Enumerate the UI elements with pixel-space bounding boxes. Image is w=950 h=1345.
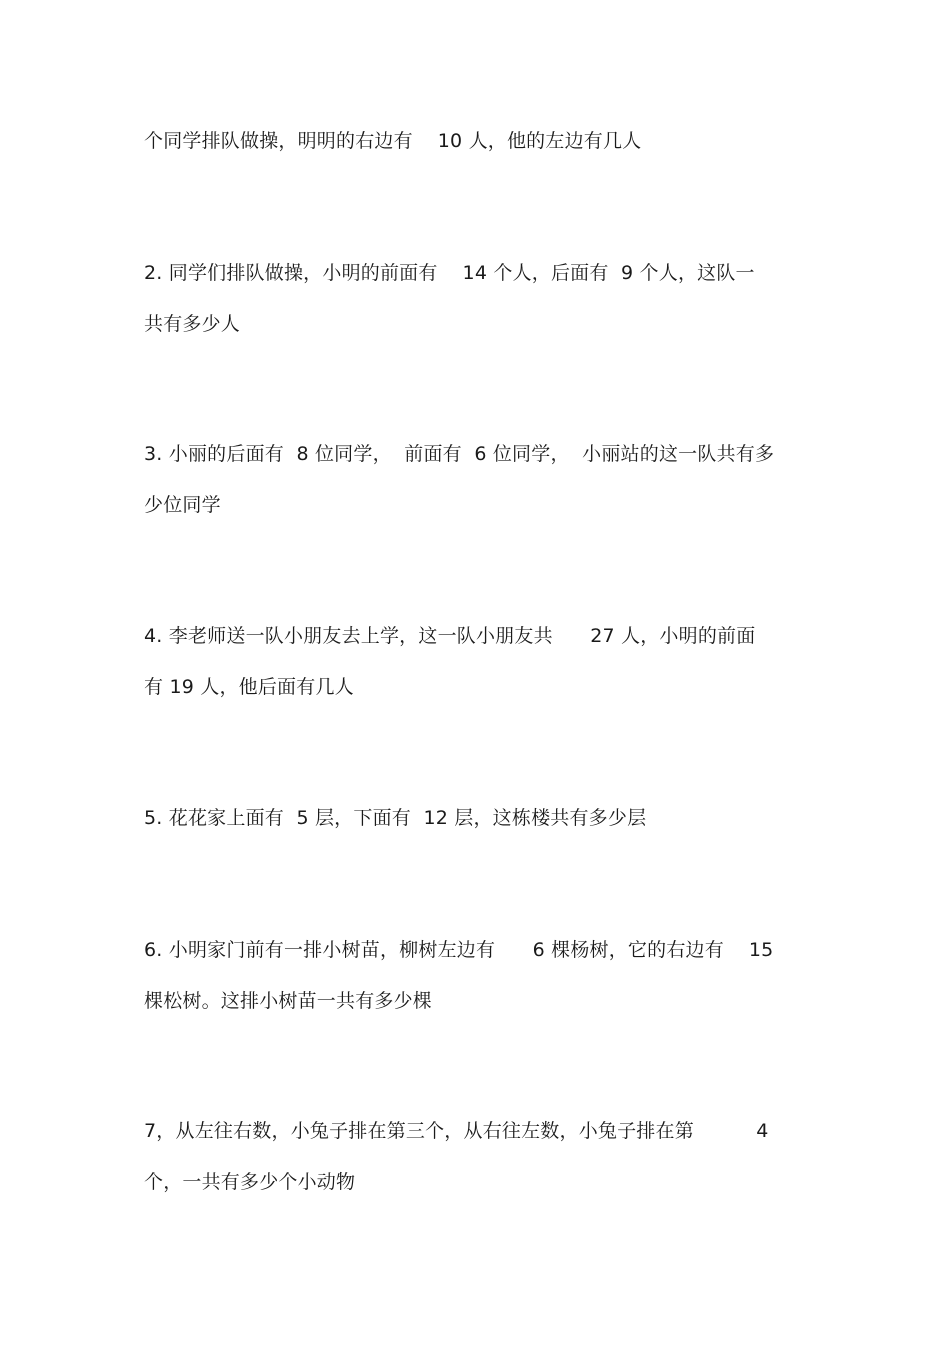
problem-text-line: 有 19 人，他后面有几人 xyxy=(144,676,354,698)
problem-text-line: 2. 同学们排队做操，小明的前面有 14 个人，后面有 9 个人，这队一 xyxy=(144,262,755,284)
problem-4 xyxy=(144,611,810,713)
problem-7 xyxy=(144,1106,810,1208)
problem-3 xyxy=(144,429,810,531)
problem-text-line: 5. 花花家上面有 5 层，下面有 12 层，这栋楼共有多少层 xyxy=(144,807,647,829)
problem-text-line: 少位同学 xyxy=(144,494,221,516)
problem-1 xyxy=(144,116,810,167)
problem-text-line: 7，从左往右数，小兔子排在第三个，从右往左数，小兔子排在第 4 xyxy=(144,1120,769,1142)
problem-2 xyxy=(144,248,810,350)
problem-text-line: 棵松树。这排小树苗一共有多少棵 xyxy=(144,990,433,1012)
problem-6 xyxy=(144,925,810,1027)
problem-5 xyxy=(144,793,810,844)
problem-text-line: 4. 李老师送一队小朋友去上学，这一队小朋友共 27 人，小明的前面 xyxy=(144,625,756,647)
problem-text-line: 共有多少人 xyxy=(144,313,241,335)
problem-text-line: 6. 小明家门前有一排小树苗，柳树左边有 6 棵杨树，它的右边有 15 xyxy=(144,939,774,961)
problem-text-line: 个同学排队做操，明明的右边有 10 人，他的左边有几人 xyxy=(144,130,642,152)
problem-text-line: 3. 小丽的后面有 8 位同学， 前面有 6 位同学， 小丽站的这一队共有多 xyxy=(144,443,775,465)
problem-text-line: 个，一共有多少个小动物 xyxy=(144,1171,356,1193)
